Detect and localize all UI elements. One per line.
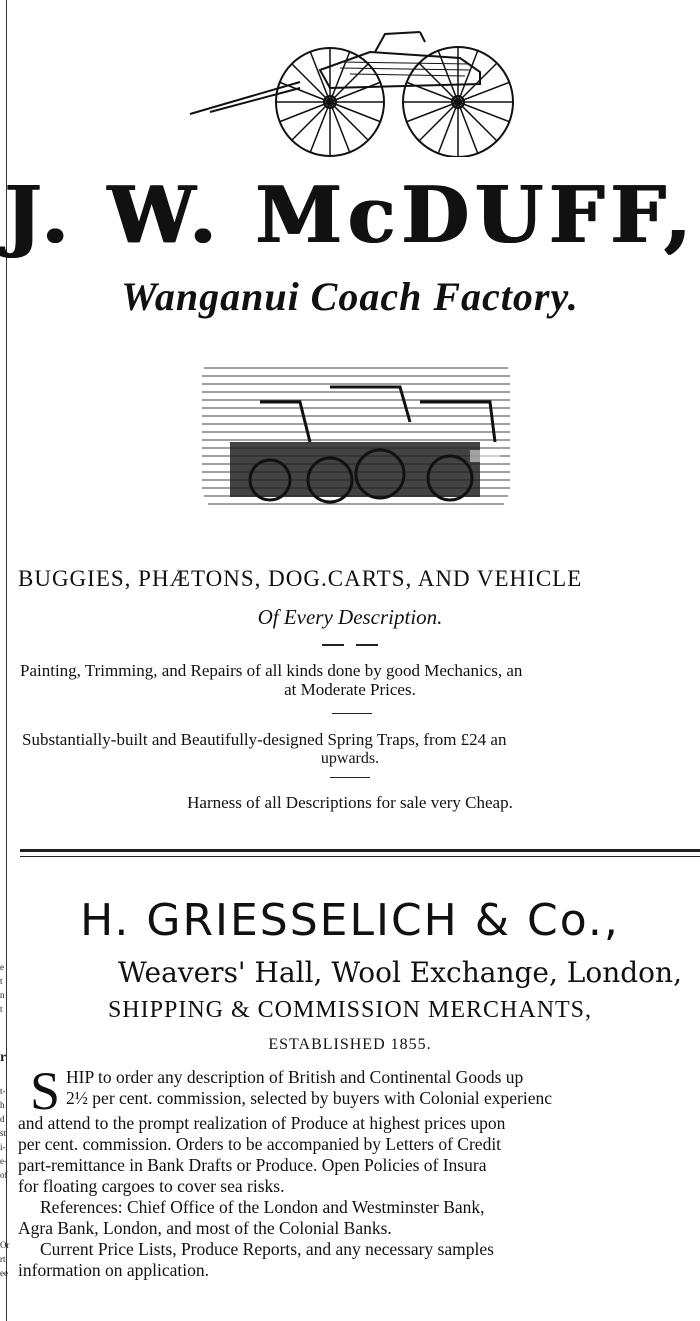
left-fragment: r (0, 1050, 7, 1065)
left-fragment: t- (0, 1086, 6, 1096)
body-line: Agra Bank, London, and most of the Colonial Banks. (18, 1218, 392, 1238)
separator-dash (356, 644, 378, 646)
body-line: per cent. commission. Orders to be accompanied by Letters of Credit (18, 1134, 502, 1154)
left-fragment: of (0, 1170, 8, 1180)
left-fragment: Or (0, 1240, 10, 1250)
drop-cap: S (30, 1061, 61, 1121)
divider-thin (20, 856, 700, 857)
left-fragment: st (0, 1128, 7, 1138)
griesselich-shipping: SHIPPING & COMMISSION MERCHANTS, (107, 997, 593, 1023)
left-fragment: e- (0, 1156, 7, 1166)
body-line: 2½ per cent. commission, selected by buyers with Colonial experienc (66, 1088, 553, 1108)
body-line: information on application. (18, 1260, 209, 1280)
griesselich-title: H. GRIESSELICH & Co., (80, 895, 620, 946)
traps-line-1: Substantially-built and Beautifully-designed Spring Traps, from £24 an (22, 730, 507, 749)
divider-thick (20, 849, 700, 852)
body-line: HIP to order any description of British and Continental Goods up (66, 1067, 524, 1087)
body-line: Current Price Lists, Produce Reports, and any necessary samples (40, 1239, 494, 1259)
painting-line-1: Painting, Trimming, and Repairs of all kinds done by good Mechanics, an (20, 661, 523, 680)
painting-line-2: at Moderate Prices. (284, 680, 416, 699)
separator-dash (322, 644, 344, 646)
buggy-engraving (180, 22, 530, 157)
separator-dash (332, 713, 372, 714)
body-line: for floating cargoes to cover sea risks. (18, 1176, 285, 1196)
left-fragment: t (0, 1004, 3, 1014)
body-line: References: Chief Office of the London and Westminster Bank, (40, 1197, 485, 1217)
separator-dash (330, 777, 370, 778)
harness-line: Harness of all Descriptions for sale very Cheap. (187, 793, 513, 812)
vehicle-list: BUGGIES, PHÆTONS, DOG.CARTS, AND VEHICLE (18, 566, 583, 591)
left-fragment: h (0, 1100, 5, 1110)
left-fragment: n (0, 990, 5, 1000)
griesselich-established: ESTABLISHED 1855. (268, 1036, 432, 1053)
body-line: part-remittance in Bank Drafts or Produce. Open Policies of Insura (18, 1155, 487, 1175)
every-description: Of Every Description. (257, 605, 443, 629)
traps-line-2: upwards. (320, 750, 380, 767)
left-fragment: t (0, 976, 3, 986)
left-fragment: d (0, 1114, 5, 1124)
left-fragment: rt (0, 1254, 6, 1264)
coach-factory-engraving (200, 362, 512, 512)
left-fragment: i- (0, 1142, 6, 1152)
body-line: and attend to the prompt realization of Produce at highest prices upon (18, 1113, 506, 1133)
left-fragment: ee (0, 1268, 8, 1278)
business-name: J. W. McDUFF, (3, 170, 697, 261)
griesselich-body (18, 1061, 700, 1281)
griesselich-address: Weavers' Hall, Wool Exchange, London, (118, 956, 682, 989)
business-subtitle: Wanganui Coach Factory. (121, 274, 579, 319)
left-fragment: e (0, 962, 4, 972)
